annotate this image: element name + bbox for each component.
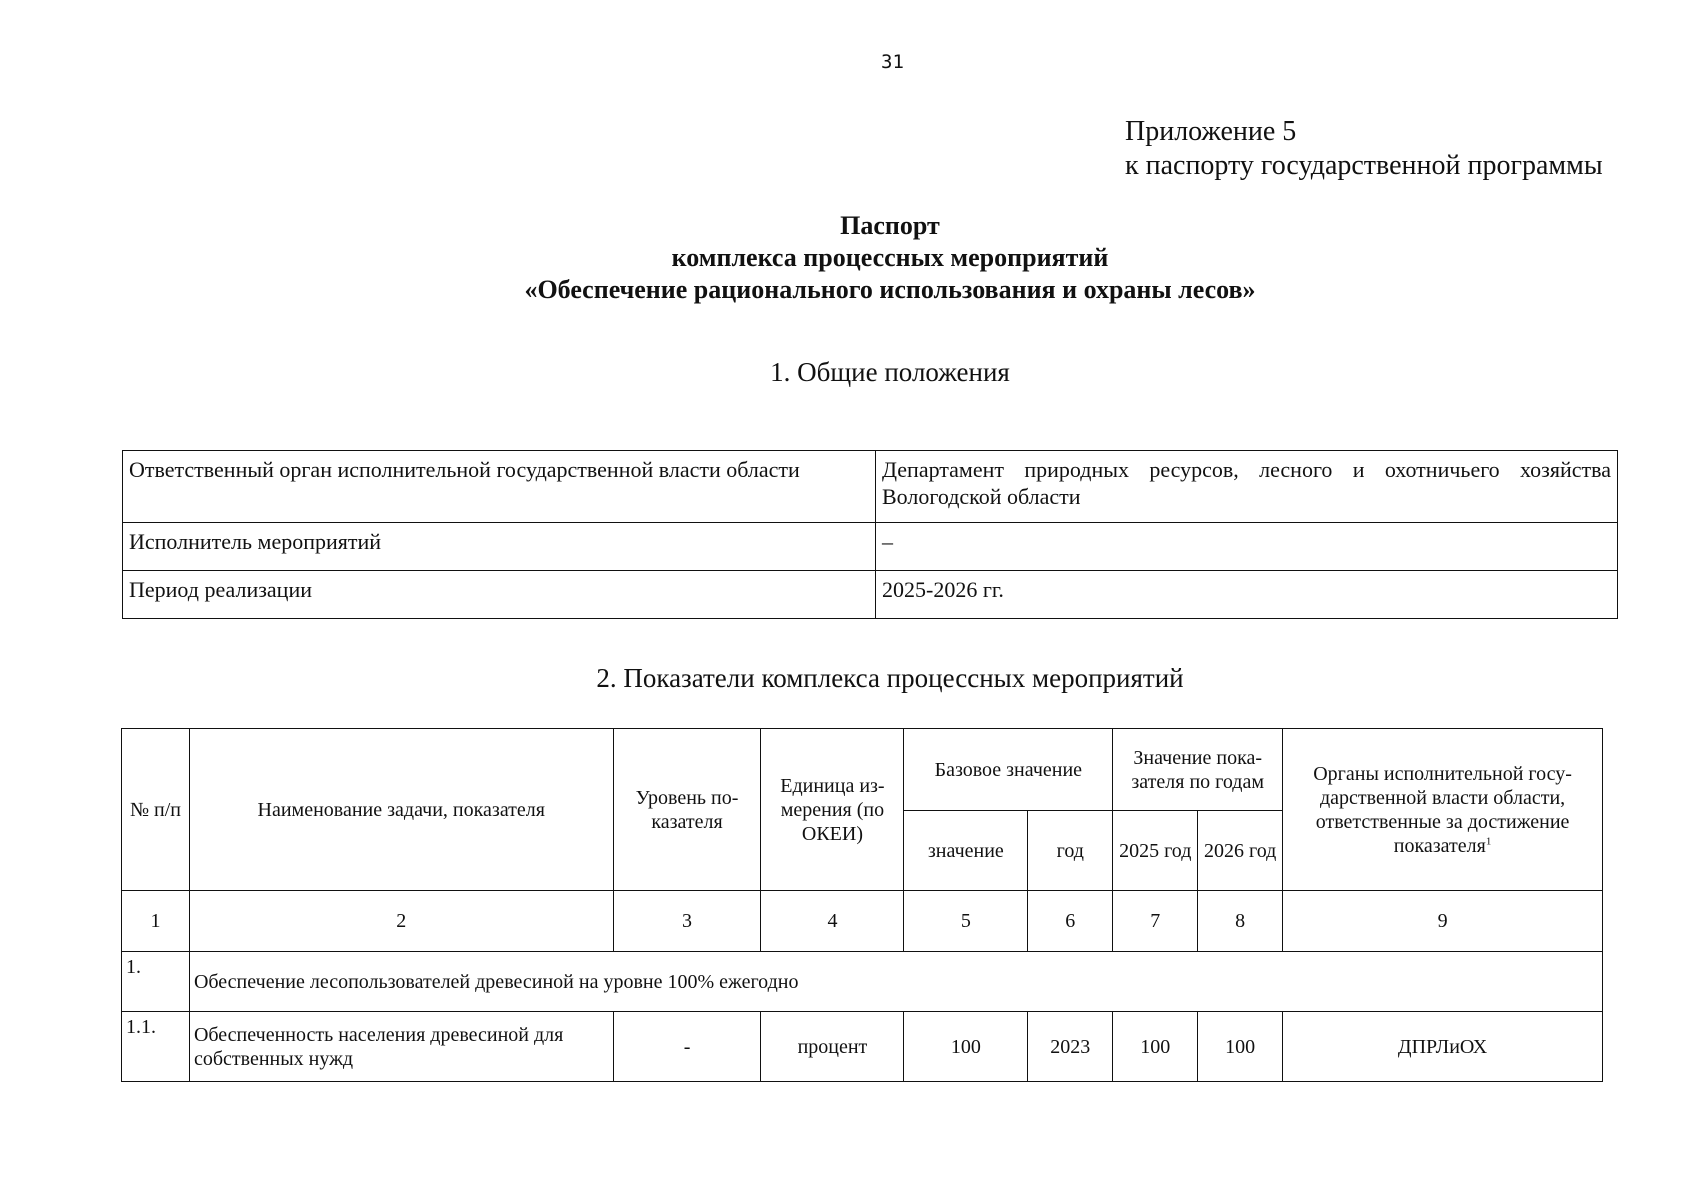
header-row [122, 729, 1603, 811]
task-num: 1. [122, 952, 190, 1012]
appendix-note [1125, 115, 1603, 183]
title-line-3: «Обеспечение рационального использования и охраны лесов» [524, 275, 1256, 304]
column-number: 5 [904, 891, 1028, 952]
column-number: 2 [189, 891, 613, 952]
col-header-unit: Единица из-мерения (по ОКЕИ) [761, 729, 904, 891]
column-number: 6 [1028, 891, 1113, 952]
page-number: 31 [881, 51, 904, 73]
row-value: Департамент природных ресурсов, лесного и охотничьего хозяйства Вологодской области [876, 451, 1618, 523]
column-number: 3 [613, 891, 761, 952]
col-header-base: Базовое значение [904, 729, 1113, 811]
footnote-marker: 1 [1485, 834, 1492, 847]
indicator-base-year: 2023 [1028, 1012, 1113, 1082]
col-header-organs-text: Органы исполнительной госу-дарственной власти области, ответственные за достижение показателя [1313, 762, 1572, 857]
column-number: 8 [1198, 891, 1283, 952]
column-number: 1 [122, 891, 190, 952]
title-line-2: комплекса процессных мероприятий [671, 243, 1109, 272]
col-header-year-2026: 2026 год [1198, 811, 1283, 891]
column-number-row [122, 891, 1603, 952]
section-2-heading: 2. Показатели комплекса процессных мероприятий [596, 663, 1184, 693]
indicator-value-2025: 100 [1113, 1012, 1198, 1082]
column-number: 9 [1283, 891, 1603, 952]
table-row [123, 523, 1618, 571]
indicator-num: 1.1. [122, 1012, 190, 1082]
col-header-year-2025: 2025 год [1113, 811, 1198, 891]
table-row [122, 1012, 1603, 1082]
document-title [0, 210, 1697, 306]
col-header-level: Уровень по-казателя [613, 729, 761, 891]
indicator-base-value: 100 [904, 1012, 1028, 1082]
col-header-base-year: год [1028, 811, 1113, 891]
table-row [123, 571, 1618, 619]
section-1-heading: 1. Общие положения [770, 357, 1010, 387]
col-header-by-years: Значение пока-зателя по годам [1113, 729, 1283, 811]
appendix-line-2: к паспорту государственной программы [1125, 150, 1603, 181]
task-text: Обеспечение лесопользователей древесиной на уровне 100% ежегодно [189, 952, 1602, 1012]
col-header-base-value: значение [904, 811, 1028, 891]
col-header-num: № п/п [122, 729, 190, 891]
column-number: 7 [1113, 891, 1198, 952]
column-number: 4 [761, 891, 904, 952]
indicator-unit: процент [761, 1012, 904, 1082]
col-header-name: Наименование задачи, показателя [189, 729, 613, 891]
indicator-value-2026: 100 [1198, 1012, 1283, 1082]
indicator-level: - [613, 1012, 761, 1082]
row-value: – [876, 523, 1618, 571]
row-value: 2025-2026 гг. [876, 571, 1618, 619]
row-label: Период реализации [123, 571, 876, 619]
table-row [123, 451, 1618, 523]
title-line-1: Паспорт [840, 211, 940, 240]
col-header-organs [1283, 729, 1603, 891]
task-row [122, 952, 1603, 1012]
row-label: Ответственный орган исполнительной государственной власти области [123, 451, 876, 523]
indicator-organ: ДПРЛиОХ [1283, 1012, 1603, 1082]
indicators-table [121, 728, 1603, 1082]
general-provisions-table [122, 450, 1618, 619]
row-label: Исполнитель мероприятий [123, 523, 876, 571]
indicator-name: Обеспеченность населения древесиной для собственных нужд [189, 1012, 613, 1082]
appendix-line-1: Приложение 5 [1125, 116, 1297, 147]
